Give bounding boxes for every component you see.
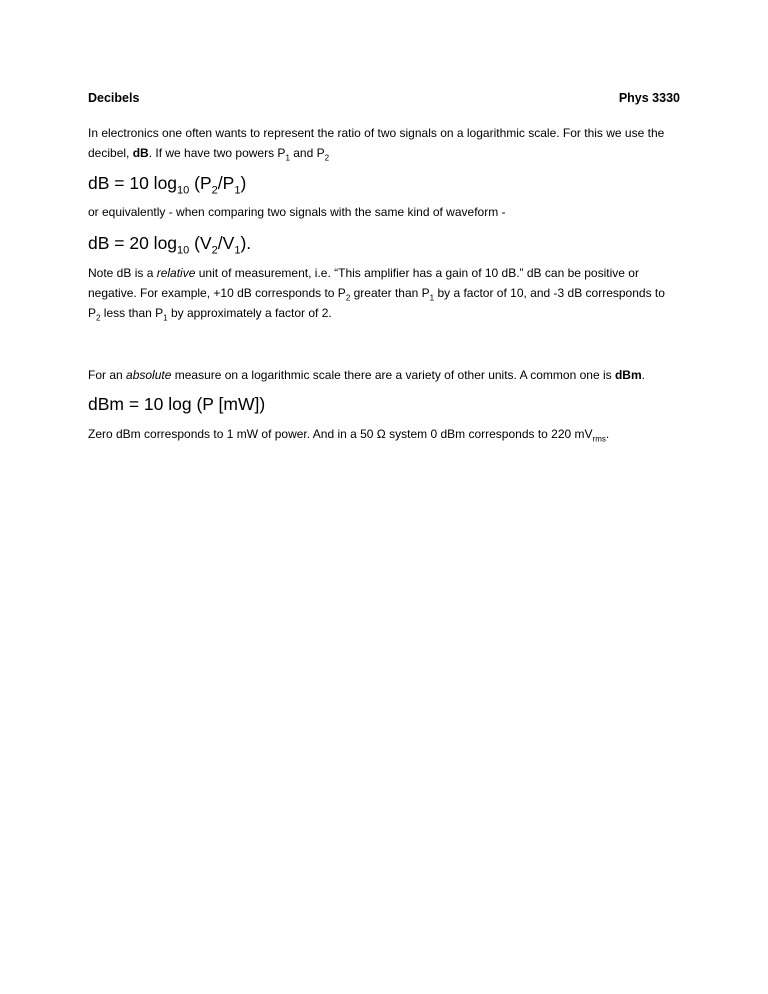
zero-dbm-text: Zero dBm corresponds to 1 mW of power. And in a 50 Ω system 0 dBm corresponds to 220 mV bbox=[88, 427, 593, 441]
subscript: 2 bbox=[345, 293, 351, 303]
formula-dbm: dBm = 10 log (P [mW]) bbox=[88, 394, 266, 414]
document-header bbox=[88, 90, 680, 106]
intro-text: In electronics one often wants to represent the ratio of two signals on a logarithmic scale. For this we use the decibel, bbox=[88, 126, 665, 160]
subscript: 1 bbox=[429, 293, 435, 303]
note-paragraph bbox=[88, 263, 680, 323]
formula-text: (V bbox=[189, 233, 212, 253]
dbm-term: dBm bbox=[614, 368, 642, 382]
zero-dbm-text: . bbox=[605, 427, 610, 441]
subscript: 1 bbox=[285, 153, 290, 163]
equivalent-paragraph: or equivalently - when comparing two signals with the same kind of waveform - bbox=[88, 205, 506, 219]
formula-db-voltage bbox=[88, 232, 680, 257]
absolute-paragraph bbox=[88, 365, 680, 385]
subscript: 1 bbox=[234, 184, 241, 197]
absolute-text: . bbox=[641, 368, 645, 382]
document-title: Decibels bbox=[88, 91, 140, 105]
note-text: Note dB is a bbox=[88, 266, 157, 280]
log-base: 10 bbox=[177, 244, 190, 257]
absolute-term: absolute bbox=[126, 368, 172, 382]
relative-term: relative bbox=[156, 266, 196, 280]
note-text: greater than P bbox=[350, 286, 430, 300]
absolute-text: For an bbox=[88, 368, 127, 382]
subscript: 2 bbox=[96, 313, 101, 323]
db-term: dB bbox=[132, 146, 149, 160]
intro-paragraph bbox=[88, 123, 680, 163]
note-text: unit of measurement, i.e. “This amplifier has a gain of 10 dB.” dB can be positive or negative. For example, +10 dB corresponds to P bbox=[88, 266, 639, 300]
note-text: less than P bbox=[100, 306, 164, 320]
formula-text: dB = 10 log bbox=[88, 173, 178, 193]
note-text: by approximately a factor of 2. bbox=[167, 306, 332, 320]
subscript: 2 bbox=[211, 184, 218, 197]
document-page bbox=[88, 90, 680, 444]
formula-db-power bbox=[88, 172, 680, 197]
note-text: by a factor of 10, and -3 dB corresponds to P bbox=[88, 286, 665, 320]
subscript: 2 bbox=[324, 153, 330, 163]
zero-dbm-paragraph bbox=[88, 424, 680, 444]
formula-text: (P bbox=[189, 173, 212, 193]
rms-subscript: rms bbox=[592, 434, 606, 444]
subscript: 1 bbox=[163, 313, 168, 323]
formula-text: ) bbox=[240, 173, 247, 193]
absolute-text: measure on a logarithmic scale there are a variety of other units. A common one is bbox=[171, 368, 615, 382]
formula-text: ). bbox=[240, 233, 252, 253]
intro-text-powers: . If we have two powers P bbox=[148, 146, 286, 160]
subscript: 2 bbox=[211, 244, 218, 257]
log-base: 10 bbox=[177, 184, 190, 197]
subscript: 1 bbox=[234, 244, 241, 257]
formula-text: /P bbox=[217, 173, 235, 193]
course-number: Phys 3330 bbox=[618, 91, 680, 105]
formula-text: dB = 20 log bbox=[88, 233, 178, 253]
intro-text-and: and P bbox=[289, 146, 325, 160]
formula-text: /V bbox=[217, 233, 235, 253]
